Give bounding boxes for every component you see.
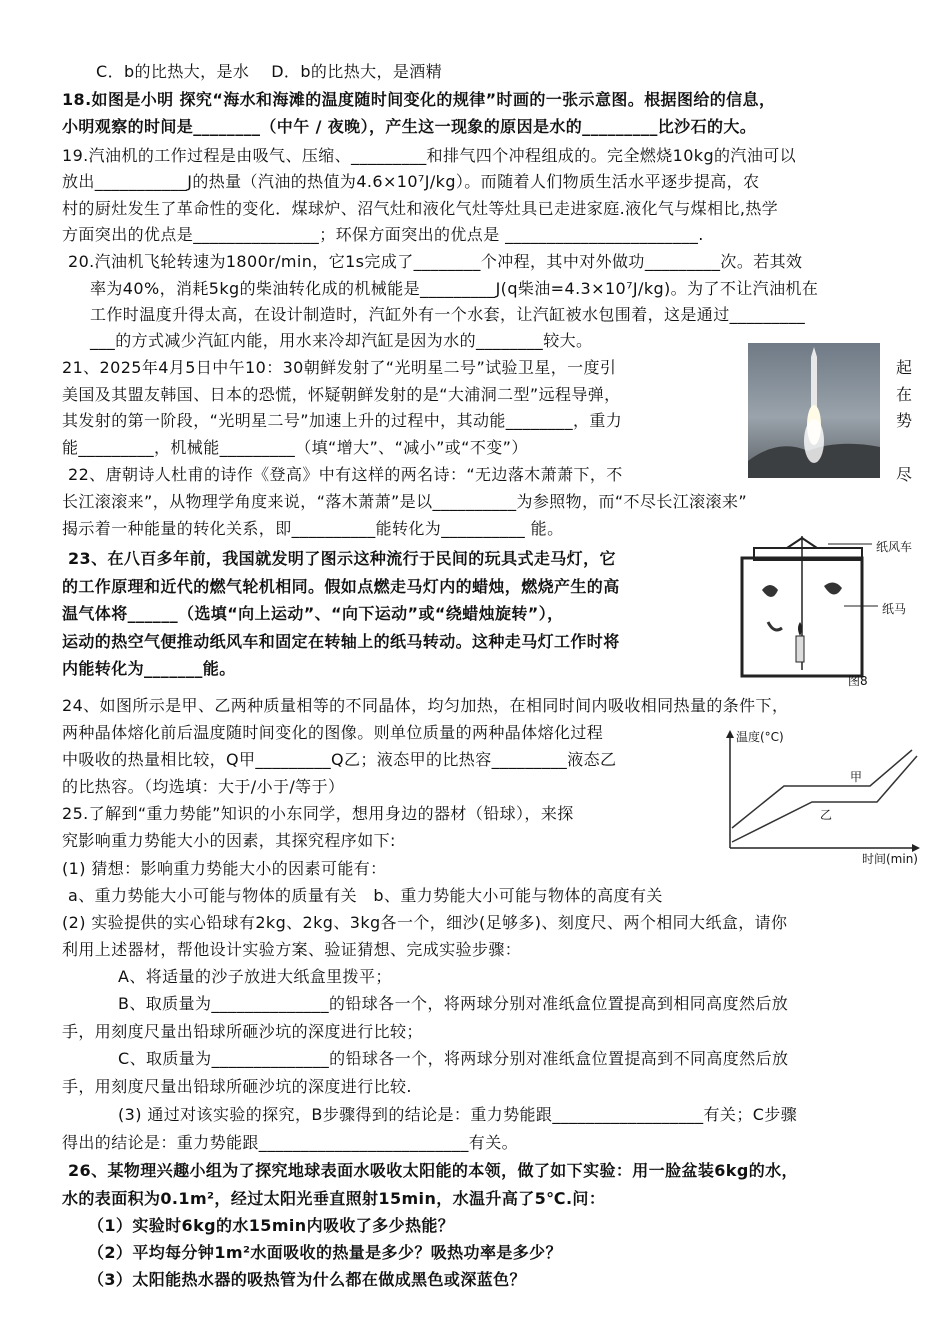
q26-sub3: （3）太阳能热水器的吸热管为什么都在做成黑色或深蓝色？ bbox=[88, 1270, 526, 1289]
q25-line1: 25.了解到“重力势能”知识的小东同学，想用身边的器材（铅球），来探 bbox=[62, 804, 574, 823]
q20-line2: 率为40%，消耗5kg的柴油转化成的机械能是_________J(q柴油=4.3×10⁷J/kg)。为了不让汽油机在 bbox=[90, 279, 819, 298]
q21-line2: 美国及其盟友韩国、日本的恐慌，怀疑朝鲜发射的是“大浦洞二型”远程导弹， bbox=[62, 385, 621, 404]
q22-line1: 22、唐朝诗人杜甫的诗作《登高》中有这样的两名诗：“无边落木萧萧下，不 bbox=[68, 465, 623, 484]
q26-sub1: （1）实验时6kg的水15min内吸收了多少热能？ bbox=[88, 1216, 455, 1235]
q22-line2: 长江滚滚来”，从物理学角度来说，“落木萧萧”是以__________为参照物，而“不尽长江滚滚来” bbox=[62, 492, 748, 511]
q21-side-1: 起 bbox=[896, 358, 913, 377]
q24-line1: 24、如图所示是甲、乙两种质量相等的不同晶体，均匀加热，在相同时间内吸收相同热量的条件下， bbox=[62, 696, 789, 715]
q25-step-c2: 手，用刻度尺量出铅球所砸沙坑的深度进行比较. bbox=[62, 1077, 412, 1096]
q19-line1: 19.汽油机的工作过程是由吸气、压缩、_________和排气四个冲程组成的。完全燃烧10kg的汽油可以 bbox=[62, 146, 797, 165]
q25-conclusion1: (3) 通过对该实验的探究，B步骤得到的结论是：重力势能跟__________________有关；C步骤 bbox=[118, 1105, 798, 1124]
graph-series-jia: 甲 bbox=[850, 770, 863, 784]
q25-step-c1: C、取质量为______________的铅球各一个，将两球分别对准纸盒位置提高到不同高度然后放 bbox=[118, 1049, 789, 1068]
q25-materials2: 利用上述器材，帮他设计实验方案、验证猜想、完成实验步骤： bbox=[62, 940, 522, 959]
q20-line4: ___的方式减少汽缸内能，用水来冷却汽缸是因为水的________较大。 bbox=[90, 331, 593, 350]
q19-line3: 村的厨灶发生了革命性的变化．煤球炉、沼气灶和液化气灶等灶具已走进家庭.液化气与煤相比,热学 bbox=[62, 199, 779, 218]
lantern-label-horse: 纸马 bbox=[882, 602, 907, 616]
graph-series-yi: 乙 bbox=[820, 808, 833, 822]
q25-guess-ab: a、重力势能大小可能与物体的质量有关 b、重力势能大小可能与物体的高度有关 bbox=[68, 886, 663, 905]
q25-guess: (1) 猜想：影响重力势能大小的因素可能有： bbox=[62, 859, 387, 878]
q21-line1: 21、2025年4月5日中午10：30朝鲜发射了“光明星二号”试验卫星，一度引 bbox=[62, 358, 617, 377]
q24-line4: 的比热容。（均选填：大于/小于/等于） bbox=[62, 777, 345, 796]
q26-sub2: （2）平均每分钟1m²水面吸收的热量是多少？吸热功率是多少？ bbox=[88, 1243, 562, 1262]
q24-line2: 两种晶体熔化前后温度随时间变化的图像。则单位质量的两种晶体熔化过程 bbox=[62, 723, 604, 742]
lantern-caption: 图8 bbox=[848, 674, 868, 688]
q21-line3: 其发射的第一阶段，“光明星二号”加速上升的过程中，其动能________，重力 bbox=[62, 411, 623, 430]
lantern-label-windmill: 纸风车 bbox=[876, 540, 913, 554]
q26-line2: 水的表面积为0.1m²，经过太阳光垂直照射15min，水温升高了5℃.问： bbox=[62, 1189, 606, 1208]
q25-line2: 究影响重力势能大小的因素，其探究程序如下: bbox=[62, 831, 396, 850]
q18-line1: 18.如图是小明 探究“海水和海滩的温度随时间变化的规律”时画的一张示意图。根据图给的信息， bbox=[62, 90, 776, 109]
q21-side-3: 势 bbox=[896, 411, 913, 430]
q23-line2: 的工作原理和近代的燃气轮机相同。假如点燃走马灯内的蜡烛，燃烧产生的高 bbox=[62, 577, 620, 596]
q24-line3: 中吸收的热量相比较，Q甲_________Q乙；液态甲的比热容_________液态乙 bbox=[62, 750, 617, 769]
q26-line1: 26、某物理兴趣小组为了探究地球表面水吸收太阳能的本领，做了如下实验：用一脸盆装6kg的水， bbox=[68, 1161, 798, 1180]
q25-step-b2: 手，用刻度尺量出铅球所砸沙坑的深度进行比较； bbox=[62, 1022, 423, 1041]
q23-line5: 内能转化为_______能。 bbox=[62, 659, 236, 678]
graph-ylabel: 温度(°C) bbox=[736, 730, 784, 744]
q19-line2: 放出___________J的热量（汽油的热值为4.6×10⁷J/kg）。而随着人们物质生活水平逐步提高，农 bbox=[62, 172, 760, 191]
q23-line4: 运动的热空气便推动纸风车和固定在转轴上的纸马转动。这种走马灯工作时将 bbox=[62, 632, 620, 651]
q25-step-a: A、将适量的沙子放进大纸盒里拨平； bbox=[118, 967, 392, 986]
q17-options: C．b的比热大，是水 D．b的比热大，是酒精 bbox=[96, 62, 443, 81]
q25-materials1: (2) 实验提供的实心铅球有2kg、2kg、3kg各一个，细沙(足够多)、刻度尺、两个相同大纸盒，请你 bbox=[62, 913, 788, 932]
q22-side-1: 尽 bbox=[896, 465, 913, 484]
q25-conclusion2: 得出的结论是：重力势能跟_________________________有关。 bbox=[62, 1133, 519, 1152]
q21-line4: 能_________，机械能_________（填“增大”、“减小”或“不变”） bbox=[62, 438, 528, 457]
q18-line2: 小明观察的时间是________（中午 / 夜晚），产生这一现象的原因是水的_________比沙石的大。 bbox=[62, 117, 757, 136]
q19-line4: 方面突出的优点是_______________；环保方面突出的优点是 _______________________. bbox=[62, 225, 704, 244]
q23-line1: 23、在八百多年前，我国就发明了图示这种流行于民间的玩具式走马灯，它 bbox=[68, 549, 616, 568]
graph-xlabel: 时间(min) bbox=[862, 852, 918, 866]
q22-line3: 揭示着一种能量的转化关系，即__________能转化为__________ 能。 bbox=[62, 519, 564, 538]
q25-step-b1: B、取质量为______________的铅球各一个，将两球分别对准纸盒位置提高到相同高度然后放 bbox=[118, 994, 789, 1013]
q21-side-2: 在 bbox=[896, 385, 913, 404]
q20-line1: 20.汽油机飞轮转速为1800r/min，它1s完成了________个冲程，其中对外做功_________次。若其效 bbox=[68, 252, 803, 271]
revolving-lantern-figure bbox=[732, 530, 932, 690]
melting-graph bbox=[712, 726, 937, 866]
rocket-launch-image bbox=[748, 343, 880, 478]
q23-line3: 温气体将______（选填“向上运动”、“向下运动”或“绕蜡烛旋转”）， bbox=[62, 604, 564, 623]
q20-line3: 工作时温度升得太高，在设计制造时，汽缸外有一个水套，让汽缸被水包围着，这是通过_________ bbox=[90, 305, 806, 324]
